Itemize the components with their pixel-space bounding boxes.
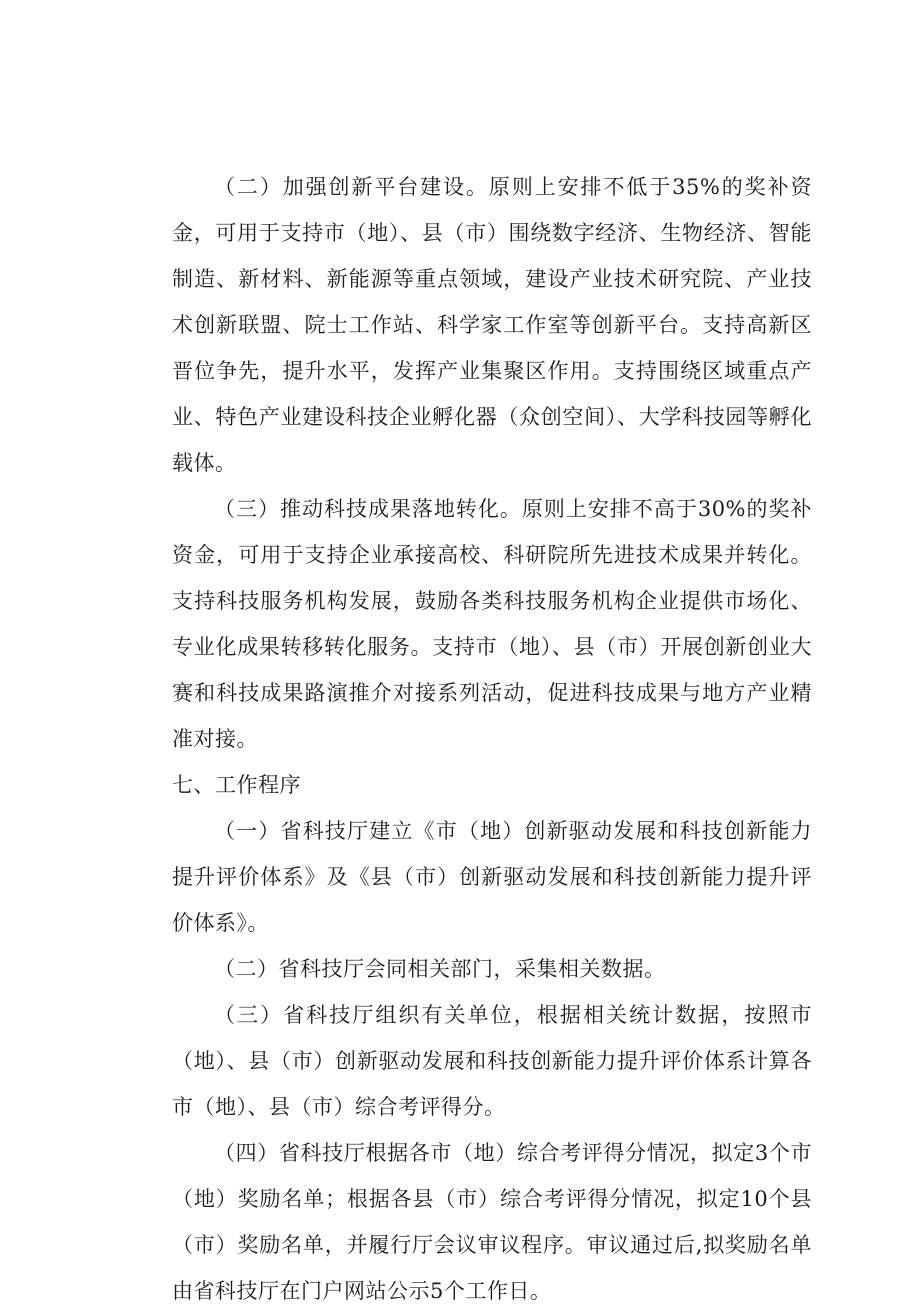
step-item-1: （一）省科技厅建立《市（地）创新驱动发展和科技创新能力提升评价体系》及《县（市）创新驱动发展和科技创新能力提升评价体系》。 xyxy=(172,819,812,935)
document-body xyxy=(172,164,812,1314)
paragraph-tech-transfer: （三）推动科技成果落地转化。原则上安排不高于30%的奖补资金，可用于支持企业承接高校、科研院所先进技术成果并转化。支持科技服务机构发展，鼓励各类科技服务机构企业提供市场化、专业化成果转移转化服务。支持市（地）、县（市）开展创新创业大赛和科技成果路演推介对接系列活动，促进科技成果与地方产业精准对接。 xyxy=(172,497,812,751)
step-item-4: （四）省科技厅根据各市（地）综合考评得分情况，拟定3个市（地）奖励名单；根据各县（市）综合考评得分情况，拟定10个县（市）奖励名单，并履行厅会议审议程序。审议通过后,拟奖励名单由省科技厅在门户网站公示5个工作日。 xyxy=(172,1141,812,1303)
step-item-2: （二）省科技厅会同相关部门，采集相关数据。 xyxy=(214,957,666,981)
step-item-3: （三）省科技厅组织有关单位，根据相关统计数据，按照市（地）、县（市）创新驱动发展和科技创新能力提升评价体系计算各市（地）、县（市）综合考评得分。 xyxy=(172,1003,812,1119)
section-heading-work-procedure: 七、工作程序 xyxy=(172,773,301,797)
paragraph-innovation-platform: （二）加强创新平台建设。原则上安排不低于35%的奖补资金，可用于支持市（地）、县（市）围绕数字经济、生物经济、智能制造、新材料、新能源等重点领域，建设产业技术研究院、产业技术创新联盟、院士工作站、科学家工作室等创新平台。支持高新区晋位争先，提升水平，发挥产业集聚区作用。支持围绕区域重点产业、特色产业建设科技企业孵化器（众创空间）、大学科技园等孵化载体。 xyxy=(172,175,812,475)
